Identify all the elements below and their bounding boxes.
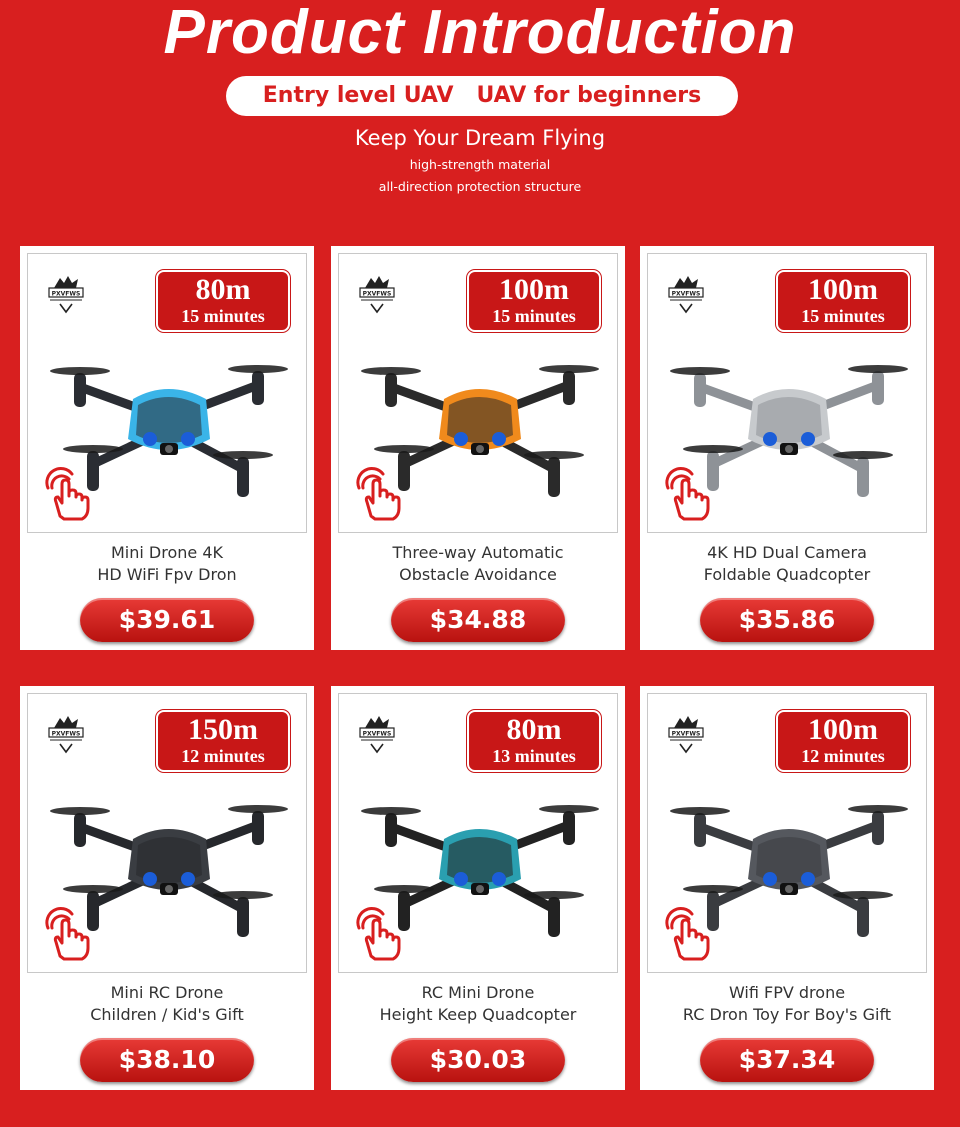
flight-time: 15 minutes — [801, 306, 885, 326]
product-photo[interactable] — [647, 693, 927, 973]
product-name-line-2: Foldable Quadcopter — [703, 565, 871, 584]
product-name[interactable] — [20, 542, 314, 586]
product-name-line-2: RC Dron Toy For Boy's Gift — [682, 1005, 892, 1024]
brand-logo — [46, 272, 86, 316]
product-photo[interactable] — [27, 253, 307, 533]
tap-hand-icon[interactable] — [353, 906, 409, 962]
product-name[interactable] — [640, 982, 934, 1026]
product-photo[interactable] — [647, 253, 927, 533]
price-button[interactable]: $30.03 — [391, 1038, 565, 1082]
product-name-line-1: Mini RC Drone — [110, 983, 224, 1002]
flight-time: 12 minutes — [801, 746, 885, 766]
product-name-line-1: RC Mini Drone — [421, 983, 535, 1002]
tap-hand-icon[interactable] — [662, 466, 718, 522]
product-card[interactable] — [640, 686, 934, 1090]
brand-logo-text: PXVFWS — [51, 290, 81, 298]
subtitle-pill: Entry level UAV UAV for beginners — [226, 76, 738, 116]
product-card[interactable] — [331, 686, 625, 1090]
brand-logo-text: PXVFWS — [362, 730, 392, 738]
product-card[interactable] — [20, 686, 314, 1090]
tagline-feature-1: high-strength material — [409, 157, 551, 172]
flight-spec-badge — [156, 710, 290, 772]
tap-hand-icon[interactable] — [42, 466, 98, 522]
tagline: Keep Your Dream Flying — [354, 126, 606, 150]
brand-logo — [666, 712, 706, 756]
product-name-line-2: Children / Kid's Gift — [90, 1005, 244, 1024]
price-button[interactable]: $34.88 — [391, 598, 565, 642]
price-button[interactable]: $35.86 — [700, 598, 874, 642]
price-button[interactable]: $38.10 — [80, 1038, 254, 1082]
product-name-line-2: Height Keep Quadcopter — [379, 1005, 577, 1024]
flight-time: 15 minutes — [492, 306, 576, 326]
flight-spec-badge — [776, 710, 910, 772]
product-name[interactable] — [20, 982, 314, 1026]
flight-distance: 100m — [499, 273, 569, 306]
product-name-line-2: HD WiFi Fpv Dron — [97, 565, 237, 584]
flight-spec-badge — [467, 270, 601, 332]
product-photo[interactable] — [338, 253, 618, 533]
product-card[interactable] — [331, 246, 625, 650]
product-card[interactable] — [640, 246, 934, 650]
flight-distance: 80m — [195, 273, 251, 306]
brand-logo — [46, 712, 86, 756]
tap-hand-icon[interactable] — [662, 906, 718, 962]
brand-logo — [357, 712, 397, 756]
tap-hand-icon[interactable] — [42, 906, 98, 962]
brand-logo — [666, 272, 706, 316]
brand-logo-text: PXVFWS — [362, 290, 392, 298]
product-photo[interactable] — [27, 693, 307, 973]
product-name[interactable] — [640, 542, 934, 586]
product-name[interactable] — [331, 982, 625, 1026]
flight-distance: 80m — [506, 713, 562, 746]
product-name-line-2: Obstacle Avoidance — [399, 565, 557, 584]
price-button[interactable]: $39.61 — [80, 598, 254, 642]
page-title: Product Introduction — [163, 0, 797, 67]
brand-logo-text: PXVFWS — [671, 730, 701, 738]
product-name-line-1: 4K HD Dual Camera — [707, 543, 867, 562]
flight-distance: 100m — [808, 273, 878, 306]
product-card[interactable] — [20, 246, 314, 650]
brand-logo — [357, 272, 397, 316]
flight-time: 13 minutes — [492, 746, 576, 766]
product-name[interactable] — [331, 542, 625, 586]
product-name-line-1: Three-way Automatic — [392, 543, 564, 562]
tap-hand-icon[interactable] — [353, 466, 409, 522]
flight-time: 15 minutes — [181, 306, 265, 326]
product-photo[interactable] — [338, 693, 618, 973]
product-name-line-1: Mini Drone 4K — [111, 543, 223, 562]
flight-spec-badge — [776, 270, 910, 332]
flight-spec-badge — [467, 710, 601, 772]
product-name-line-1: Wifi FPV drone — [728, 983, 846, 1002]
flight-distance: 150m — [188, 713, 258, 746]
flight-time: 12 minutes — [181, 746, 265, 766]
flight-distance: 100m — [808, 713, 878, 746]
brand-logo-text: PXVFWS — [671, 290, 701, 298]
brand-logo-text: PXVFWS — [51, 730, 81, 738]
price-button[interactable]: $37.34 — [700, 1038, 874, 1082]
tagline-feature-2: all-direction protection structure — [378, 179, 582, 194]
flight-spec-badge — [156, 270, 290, 332]
